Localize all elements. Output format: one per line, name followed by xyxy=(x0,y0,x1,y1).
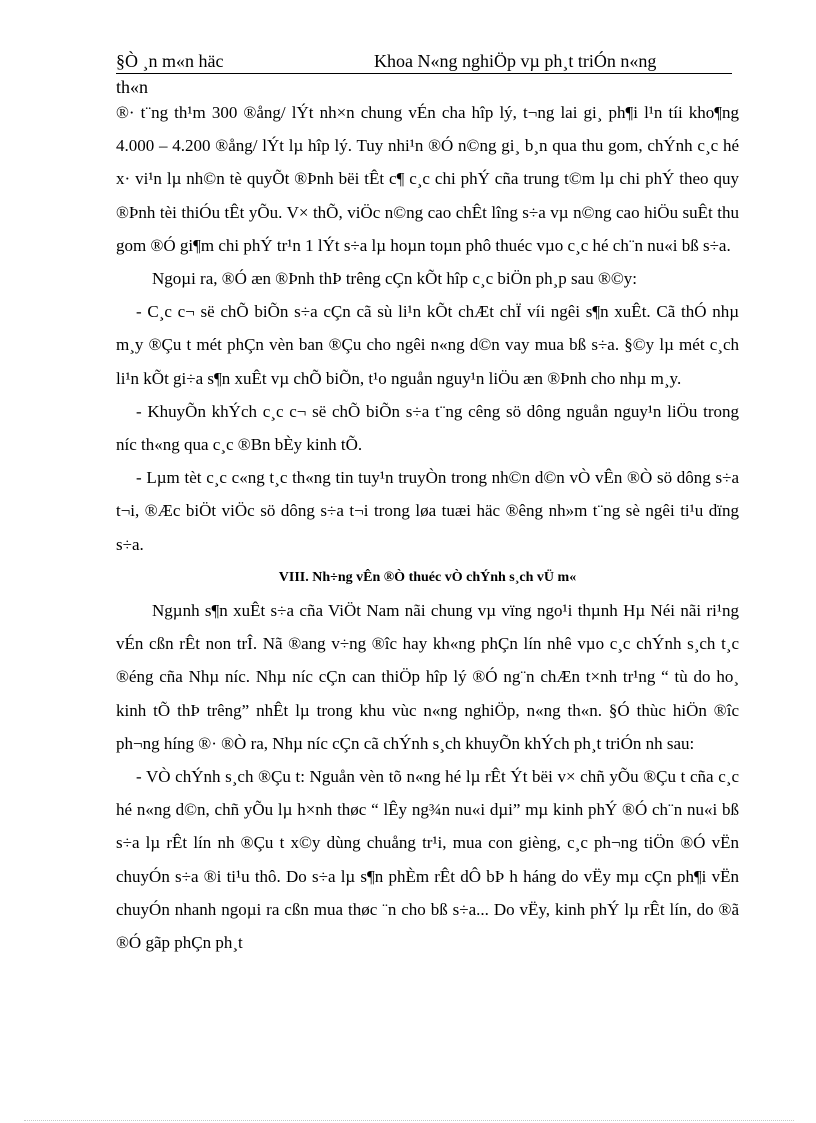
page-bottom-rule xyxy=(24,1120,794,1121)
bullet-investment-policy: - VÒ chÝnh s¸ch ®Çu t: Nguån vèn tõ n«ng hé lµ rÊt Ýt bëi v× chñ yÕu ®Çu t cña c¸c hé n«ng d©n, chñ yÕu lµ h×nh thøc “ lÊy ng¾n nu«i dµi” mµ kinh phÝ ®Ó ch¨n nu«i bß s÷a lµ rÊt lín nh ®Çu t x©y dùng chuång tr¹i, mua con gièng, c¸c ph¬ng tiÖn ®Ó vËn chuyÓn s÷a ®i ti¹u thô. Do s÷a lµ s¶n phÈm rÊt dÔ bÞ h háng do vËy mµ cÇn ph¶i vËn chuyÓn nhanh ngoµi ra cßn mua thøc ¨n cho bß s÷a... Do vËy, kinh phÝ lµ rÊt lín, do ®ã ®Ó gãp phÇn ph¸t xyxy=(116,767,739,953)
header-line xyxy=(116,50,732,74)
section-heading: VIII. Nh÷ng vÊn ®Ò thuéc vÒ chÝnh s¸ch vÜ m« xyxy=(278,569,577,585)
header-continuation: th«n xyxy=(116,77,149,97)
bullet-linkage: - C¸c c¬ së chÕ biÕn s÷a cÇn cã sù li¹n kÕt chÆt chÏ víi ngêi s¶n xuÊt. Cã thÓ nhµ m¸y ®Çu t mét phÇn vèn ban ®Çu cho ngêi n«ng d©n vay mua bß s÷a. §©y lµ mét c¸ch li¹n kÕt gi÷a s¶n xuÊt vµ chÕ biÕn, t¹o nguån nguy¹n liÖu æn ®Þnh cho nhµ m¸y. xyxy=(116,302,739,388)
paragraph-intro: ®· t¨ng th¹m 300 ®ång/ lÝt nh×n chung vÉn cha hîp lý, t¬ng lai gi¸ ph¶i l¹n tíi kho¶ng 4.000 – 4.200 ®ång/ lÝt lµ hîp lý. Tuy nhi¹n ®Ó n©ng gi¸ b¸n qua thu gom, chÝnh c¸c hé x· vi¹n lµ nh©n tè quyÕt ®Þnh bëi tÊt c¶ c¸c chi phÝ cña trung t©m lµ chi phÝ theo quy ®Þnh tèi thiÓu tÊt yÕu. V× thÕ, viÖc n©ng cao chÊt lîng s÷a vµ n©ng cao hiÖu suÊt thu gom ®Ó gi¶m chi phÝ tr¹n 1 lÝt s÷a lµ hoµn toµn phô thuéc vµo c¸c hé ch¨n nu«i bß s÷a. xyxy=(116,103,739,255)
bullet-domestic-sourcing: - KhuyÕn khÝch c¸c c¬ së chÕ biÕn s÷a t¨ng cêng sö dông nguån nguy¹n liÖu trong níc th«ng qua c¸c ®Bn bÈy kinh tÕ. xyxy=(116,401,739,455)
header-faculty: Khoa N«ng nghiÖp vµ ph¸t triÓn n«ng xyxy=(374,51,657,71)
page-header xyxy=(116,50,736,98)
paragraph-sector: Ngµnh s¶n xuÊt s÷a cña ViÖt Nam nãi chung vµ vïng ngo¹i thµnh Hµ Néi nãi ri¹ng vÉn cßn rÊt non trÎ. Nã ®ang v÷ng ®îc hay kh«ng phÇn lín nhê vµo c¸c chÝnh s¸ch t¸c ®éng cña Nhµ níc. Nhµ níc cÇn can thiÖp hîp lý ®Ó ng¨n chÆn t×nh tr¹ng “ tù do ho¸ kinh tÕ thÞ trêng” nhÊt lµ trong khu vùc n«ng nghiÖp, n«ng th«n. §Ó thùc hiÖn ®îc ph¬ng híng ®· ®Ò ra, Nhµ níc cÇn cã chÝnh s¸ch khuyÕn khÝch ph¸t triÓn nh sau: xyxy=(116,601,739,753)
paragraph-measures-intro: Ngoµi ra, ®Ó æn ®Þnh thÞ trêng cÇn kÕt hîp c¸c biÖn ph¸p sau ®©y: xyxy=(152,269,637,289)
header-subject: §Ò ¸n m«n häc xyxy=(116,51,224,71)
document-body xyxy=(116,96,739,959)
bullet-communication: - Lµm tèt c¸c c«ng t¸c th«ng tin tuy¹n truyÒn trong nh©n d©n vÒ vÊn ®Ò sö dông s÷a t¬i, ®Æc biÖt viÖc sö dông s÷a t¬i trong løa tuæi häc ®êng nh»m t¨ng sè ngêi ti¹u dïng s÷a. xyxy=(116,468,739,554)
